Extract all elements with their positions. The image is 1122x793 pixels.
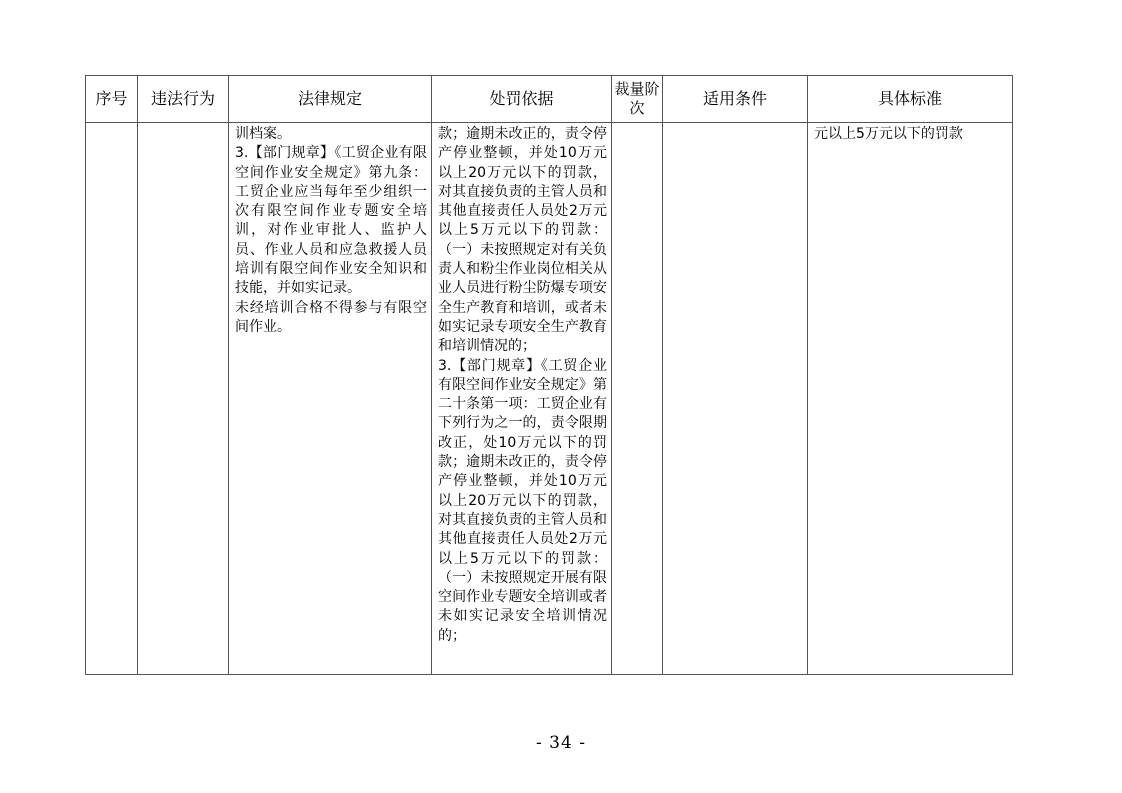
table-row (86, 123, 1013, 675)
cell-standard-text: 元以上5万元以下的罚款 (814, 126, 963, 142)
header-penalty-basis: 处罚依据 (432, 76, 612, 123)
legal-provision-paragraph: 训档案。 (235, 126, 291, 142)
cell-violation (138, 123, 229, 675)
header-legal-provision: 法律规定 (229, 76, 432, 123)
cell-serial-no (86, 123, 138, 675)
cell-standard (808, 123, 1013, 675)
cell-conditions-text (663, 123, 807, 125)
legal-provision-paragraph: 未经培训合格不得参与有限空间作业。 (235, 299, 427, 335)
header-violation: 违法行为 (138, 76, 229, 123)
legal-provision-paragraph: 3.【部门规章】《工贸企业有限空间作业安全规定》第九条：工贸企业应当每年至少组织一次有限空间作业专题安全培训，对作业审批人、监护人员、作业人员和应急救援人员培训有限空间作业安全知识和技能，并如实记录。 (235, 145, 427, 297)
penalty-basis-paragraph: 3.【部门规章】《工贸企业有限空间作业安全规定》第二十条第一项：工贸企业有下列行为之一的，责令限期改正，处10万元以下的罚款；逾期未改正的，责令停产停业整顿，并处10万元以上20万元以下的罚款，对其直接负责的主管人员和其他直接责任人员处2万元以上5万元以下的罚款：（一）未按照规定开展有限空间作业专题安全培训或者未如实记录安全培训情况的； (438, 357, 607, 644)
cell-violation-text (138, 123, 228, 125)
header-conditions: 适用条件 (663, 76, 808, 123)
cell-level-text (612, 123, 662, 125)
cell-penalty-basis (432, 123, 612, 675)
header-serial-no: 序号 (86, 76, 138, 123)
header-level: 裁量阶次 (612, 76, 663, 123)
penalty-standard-table (85, 75, 1013, 675)
page-number: - 34 - (536, 733, 586, 753)
cell-conditions (663, 123, 808, 675)
header-row (86, 76, 1013, 123)
header-standard: 具体标准 (808, 76, 1013, 123)
penalty-basis-paragraph: 款；逾期未改正的，责令停产停业整顿，并处10万元以上20万元以下的罚款，对其直接负责的主管人员和其他直接责任人员处2万元以上5万元以下的罚款：（一）未按照规定对有关负责人和粉尘作业岗位相关从业人员进行粉尘防爆专项安全生产教育和培训，或者未如实记录专项安全生产教育和培训情况的； (438, 126, 607, 355)
cell-serial-no-text (86, 123, 137, 125)
cell-legal-provision (229, 123, 432, 675)
cell-level (612, 123, 663, 675)
